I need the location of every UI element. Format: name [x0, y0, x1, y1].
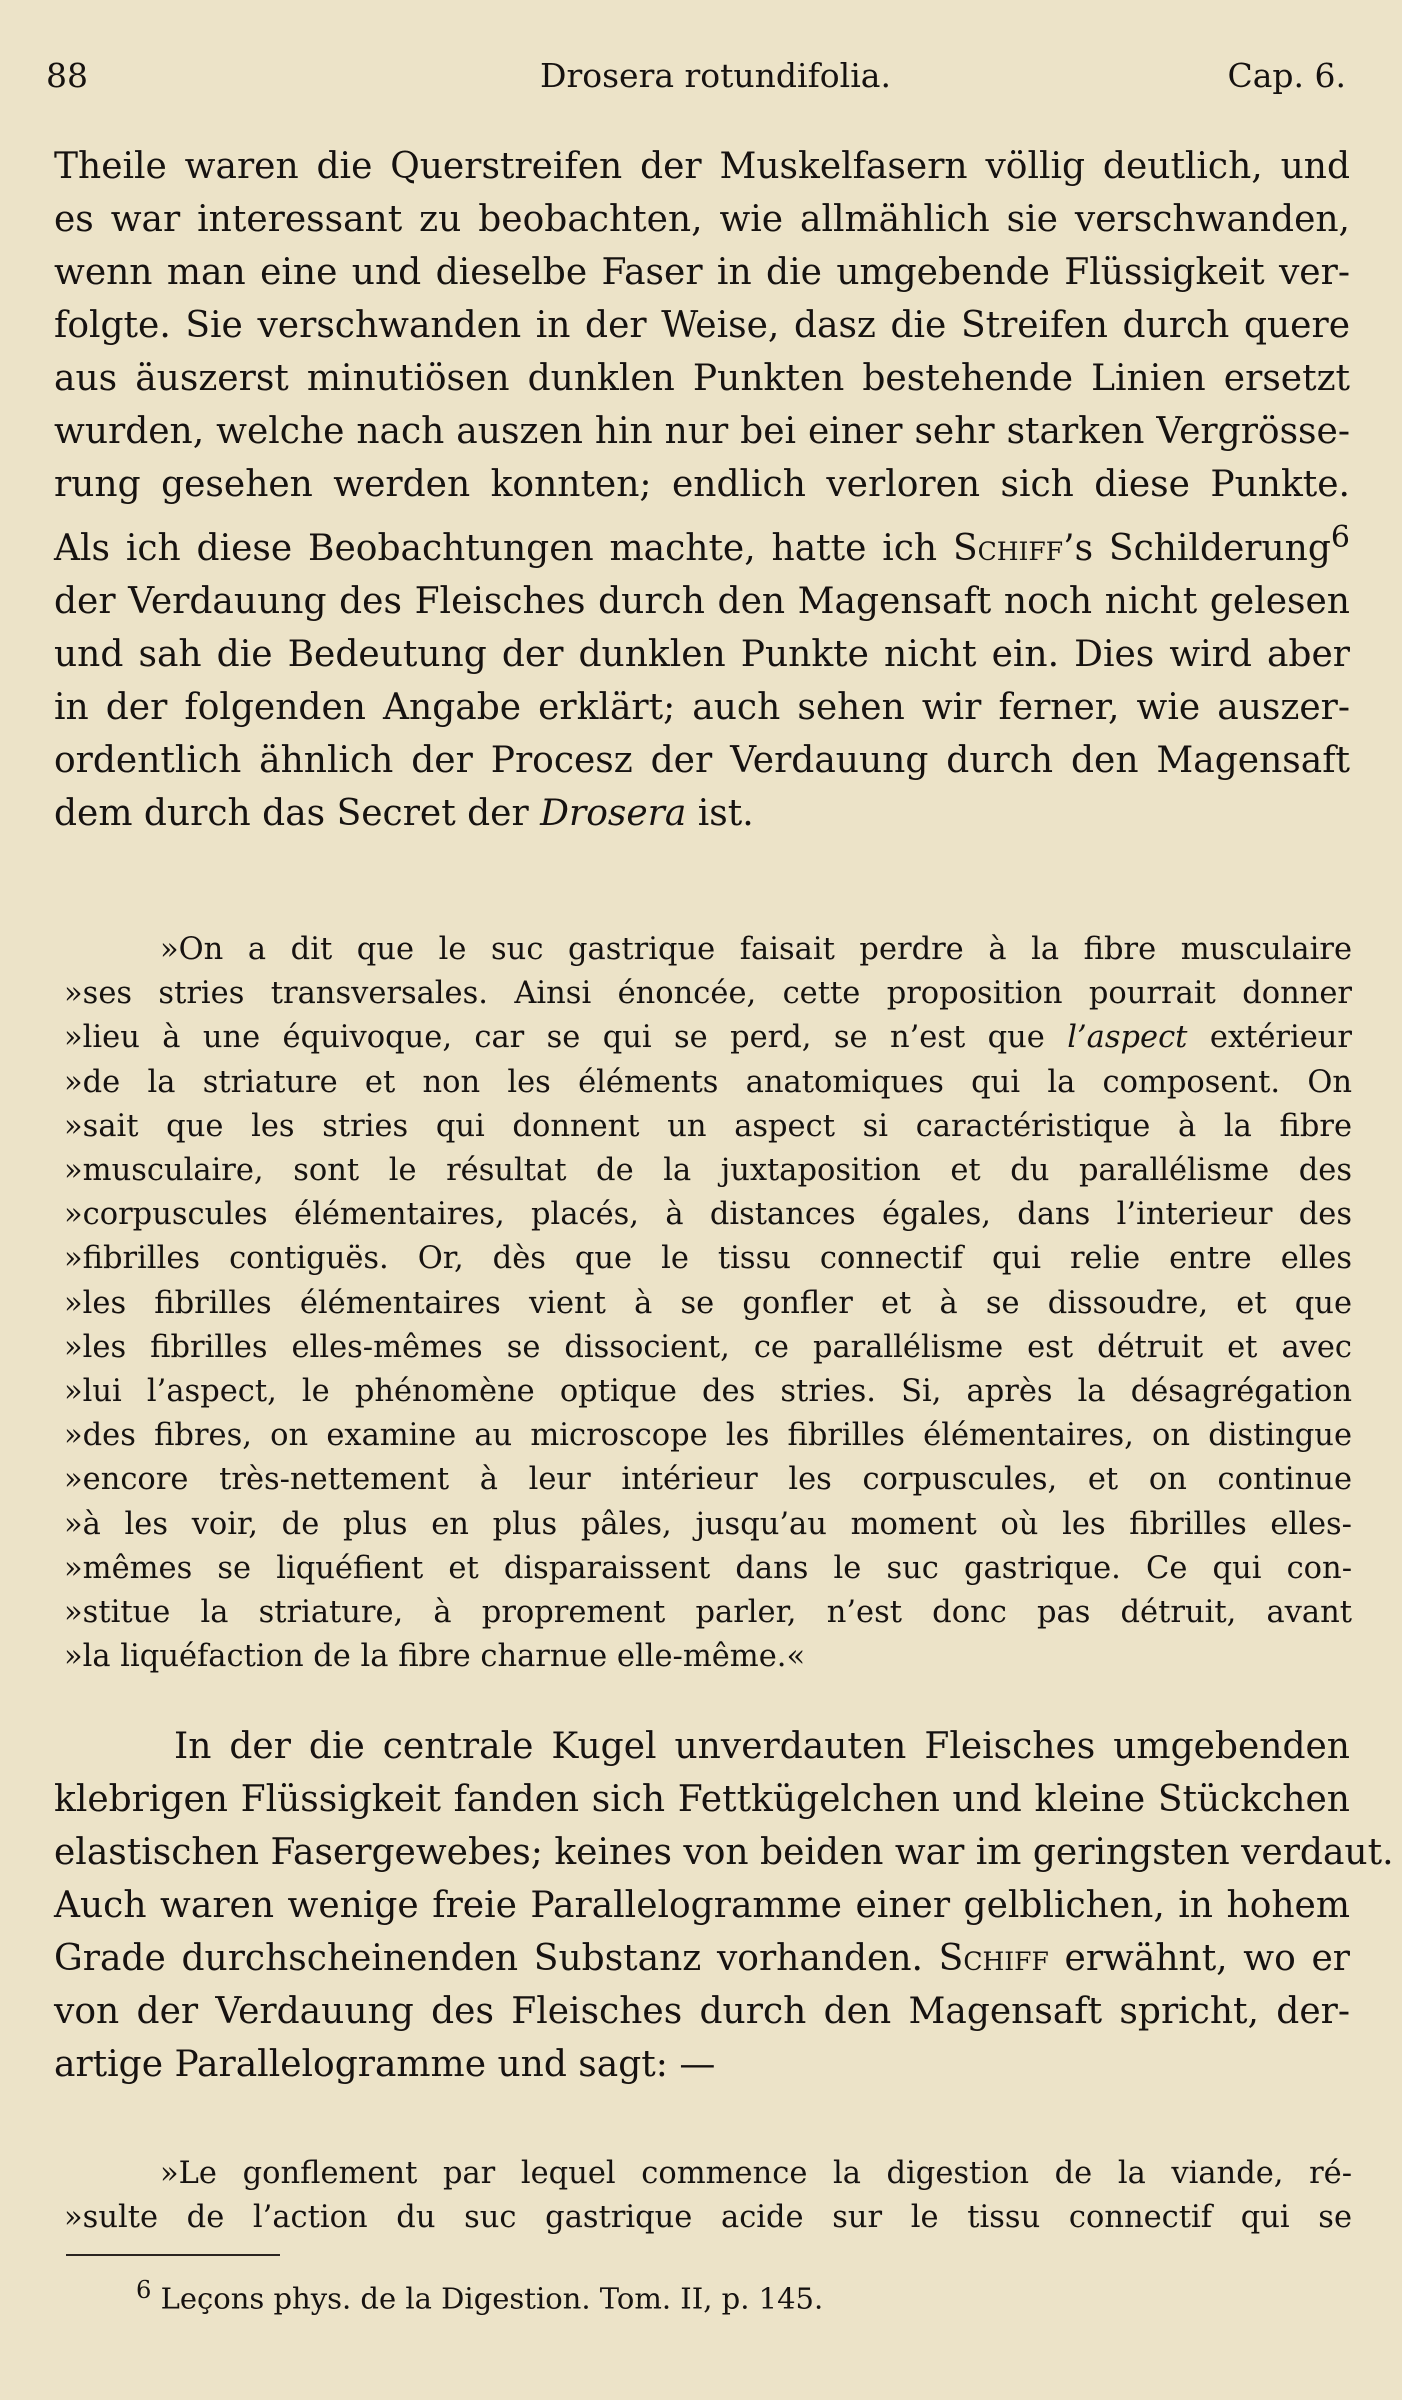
text-line: wenn man eine und dieselbe Faser in die umgebende Flüssigkeit ver-: [54, 252, 1350, 293]
text-line: und sah die Bedeutung der dunklen Punkte nicht ein. Dies wird aber: [54, 634, 1350, 675]
quote-line: »les fibrilles elles-mêmes se dissocient, ce parallélisme est détruit et avec: [64, 1329, 1352, 1365]
quote-line: »sulte de l’action du suc gastrique acide sur le tissu connectif qui se: [64, 2200, 1352, 2236]
author-name: Schiff: [938, 1938, 1049, 1979]
text-fragment: extérieur: [1187, 1020, 1352, 1056]
quote-line: »des fibres, on examine au microscope les fibrilles élémentaires, on distingue: [64, 1418, 1352, 1454]
quote-line: »lui l’aspect, le phénomène optique des stries. Si, après la désagrégation: [64, 1374, 1352, 1410]
quote-line: »mêmes se liquéfient et disparaissent dans le suc gastrique. Ce qui con-: [64, 1550, 1352, 1586]
author-name: Schiff: [952, 528, 1064, 569]
quote-line: [64, 1016, 1352, 1060]
text-fragment: Als ich diese Beobachtungen machte, hatte ich: [54, 528, 953, 569]
text-fragment: »lieu à une équivoque, car se qui se perd, se n’est que: [64, 1020, 1068, 1056]
chapter-label: Cap. 6.: [1227, 56, 1346, 95]
text-fragment: erwähnt, wo er: [1048, 1938, 1350, 1979]
text-line: artige Parallelogramme und sagt: —: [54, 2044, 716, 2085]
text-line: elastischen Fasergewebes; keines von beiden war im geringsten verdaut.: [54, 1832, 1394, 1873]
italic-term: Drosera: [540, 793, 687, 834]
text-line: ordentlich ähnlich der Procesz der Verdauung durch den Magensaft: [54, 740, 1350, 781]
footnote-marker: 6: [136, 2276, 152, 2304]
quote-line: »On a dit que le suc gastrique faisait perdre à la fibre musculaire: [160, 932, 1352, 967]
text-line: rung gesehen werden konnten; endlich verloren sich diese Punkte.: [54, 464, 1350, 505]
italic-term: l’aspect: [1067, 1020, 1188, 1056]
quote-line: »à les voir, de plus en plus pâles, jusqu’au moment où les fibrilles elles-: [64, 1506, 1352, 1542]
quote-line: »Le gonflement par lequel commence la digestion de la viande, ré-: [160, 2156, 1352, 2191]
quote-line: »fibrilles contiguës. Or, dès que le tissu connectif qui relie entre elles: [64, 1241, 1352, 1277]
paragraph-2: [54, 1720, 1394, 2091]
page-number: 88: [46, 56, 88, 95]
text-line: In der die centrale Kugel unverdauten Fleisches umgebenden: [174, 1726, 1350, 1767]
quote-line: »sait que les stries qui donnent un aspect si caractéristique à la fibre: [64, 1108, 1352, 1144]
quote-line: »stitue la striature, à proprement parler, n’est donc pas détruit, avant: [64, 1595, 1352, 1631]
text-fragment: ist.: [686, 793, 754, 834]
text-line: der Verdauung des Fleisches durch den Magensaft noch nicht gelesen: [54, 581, 1350, 622]
text-line: in der folgenden Angabe erklärt; auch sehen wir ferner, wie auszer-: [54, 687, 1350, 728]
text-line: Theile waren die Querstreifen der Muskelfasern völlig deutlich, und: [54, 146, 1350, 187]
text-line: klebrigen Flüssigkeit fanden sich Fettkügelchen und kleine Stückchen: [54, 1779, 1350, 1820]
footnote-divider: [66, 2254, 280, 2256]
text-fragment: Grade durchscheinenden Substanz vorhanden.: [54, 1938, 939, 1979]
footnote-reference: 6: [1330, 520, 1351, 555]
text-line: [54, 787, 1350, 840]
text-line: es war interessant zu beobachten, wie allmählich sie verschwanden,: [54, 199, 1350, 240]
paragraph-1: [54, 140, 1350, 840]
text-line: von der Verdauung des Fleisches durch den Magensaft spricht, der-: [54, 1991, 1350, 2032]
page-header: [0, 56, 1402, 104]
text-line: folgte. Sie verschwanden in der Weise, dasz die Streifen durch quere: [54, 305, 1350, 346]
quote-block-1: [64, 928, 1352, 1679]
quote-line: »corpuscules élémentaires, placés, à distances égales, dans l’interieur des: [64, 1197, 1352, 1233]
running-title: Drosera rotundifolia.: [540, 56, 891, 95]
text-fragment: ’s Schilderung: [1063, 528, 1331, 569]
quote-block-2: [64, 2152, 1352, 2240]
footnote-text: Leçons phys. de la Digestion. Tom. II, p. 145.: [151, 2281, 824, 2316]
quote-line: »les fibrilles élémentaires vient à se gonfler et à se dissoudre, et que: [64, 1285, 1352, 1321]
text-line: [54, 511, 1350, 575]
quote-line: »ses stries transversales. Ainsi énoncée, cette proposition pourrait donner: [64, 976, 1352, 1012]
quote-line: »musculaire, sont le résultat de la juxtaposition et du parallélisme des: [64, 1153, 1352, 1189]
text-line: [54, 1932, 1350, 1985]
quote-line: »encore très-nettement à leur intérieur les corpuscules, et on continue: [64, 1462, 1352, 1498]
text-line: wurden, welche nach auszen hin nur bei einer sehr starken Vergrösse-: [54, 411, 1350, 452]
footnote: [136, 2276, 823, 2316]
quote-line: »de la striature et non les éléments anatomiques qui la composent. On: [64, 1064, 1352, 1100]
text-line: aus äuszerst minutiösen dunklen Punkten bestehende Linien ersetzt: [54, 358, 1350, 399]
text-fragment: dem durch das Secret der: [54, 793, 541, 834]
text-line: Auch waren wenige freie Parallelogramme einer gelblichen, in hohem: [54, 1885, 1350, 1926]
quote-line: »la liquéfaction de la fibre charnue elle-même.«: [64, 1639, 806, 1675]
